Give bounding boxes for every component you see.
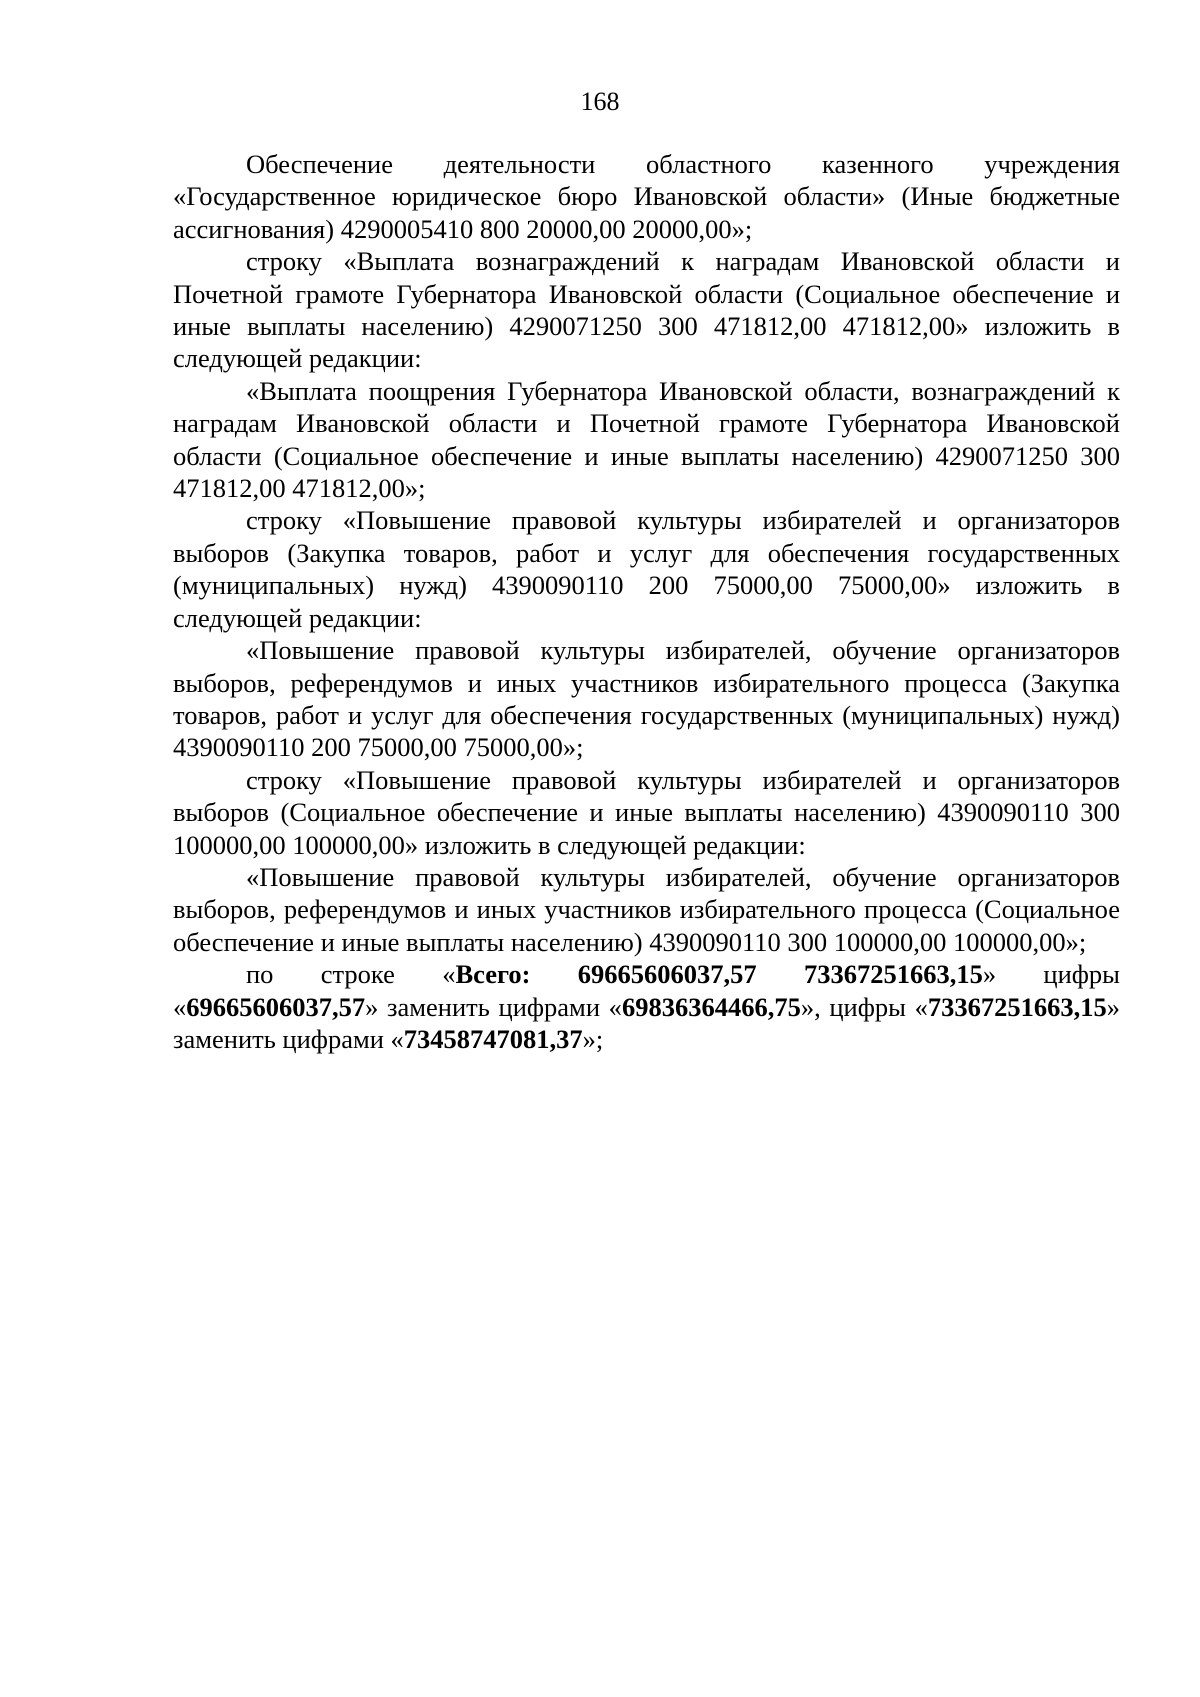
total-old-value-1: 69665606037,57 <box>186 991 366 1022</box>
total-text-3: » заменить цифрами « <box>365 991 622 1022</box>
total-new-value-1: 69836364466,75 <box>621 991 801 1022</box>
total-text-4: », цифры « <box>800 991 928 1022</box>
total-text-2: » цифры « <box>173 959 1120 1022</box>
total-label-values: Всего: 69665606037,57 73367251663,15 <box>455 959 983 990</box>
paragraph-legal-culture-social-old: строку «Повышение правовой культуры избирателей и организаторов выборов (Социальное обеспечение и иные выплаты населению) 4390090110 300 100000,00 100000,00» изложить в следующей редакции: <box>173 764 1120 860</box>
paragraph-legal-culture-procurement-old: строку «Повышение правовой культуры избирателей и организаторов выборов (Закупка товаров, работ и услуг для обеспечения государственных (муниципальных) нужд) 4390090110 200 75000,00 75000,00» изложить в следующей редакции: <box>173 505 1120 633</box>
document-body <box>173 148 1120 1055</box>
total-text-5: » заменить цифрами « <box>173 991 1120 1054</box>
total-new-value-2: 73458747081,37 <box>403 1023 583 1054</box>
paragraph-awards-new-line: «Выплата поощрения Губернатора Ивановской области, вознаграждений к наградам Ивановской области и Почетной грамоте Губернатора Ивановской области (Социальное обеспечение и иные выплаты населению) 4290071250 300 471812,00 471812,00»; <box>173 375 1120 504</box>
total-text-6: »; <box>582 1023 604 1054</box>
page-number: 168 <box>580 87 620 116</box>
paragraph-security-bureau: Обеспечение деятельности областного казенного учреждения «Государственное юридическое бюро Ивановской области» (Иные бюджетные ассигнования) 4290005410 800 20000,00 20000,00»; <box>173 149 1120 244</box>
paragraph-total-replacement <box>173 958 1120 1055</box>
paragraph-awards-old-line: строку «Выплата вознаграждений к наградам Ивановской области и Почетной грамоте Губернатора Ивановской области (Социальное обеспечение и иные выплаты населению) 4290071250 300 471812,00 471812,00» изложить в следующей редакции: <box>173 246 1120 374</box>
total-text-1: по строке « <box>246 959 456 990</box>
total-old-value-2: 73367251663,15 <box>927 991 1107 1022</box>
paragraph-legal-culture-social-new: «Повышение правовой культуры избирателей, обучение организаторов выборов, референдумов и иных участников избирательного процесса (Социальное обеспечение и иные выплаты населению) 4390090110 300 100000,00 100000,00»; <box>173 861 1120 957</box>
paragraph-legal-culture-procurement-new: «Повышение правовой культуры избирателей, обучение организаторов выборов, референдумов и иных участников избирательного процесса (Закупка товаров, работ и услуг для обеспечения государственных (муниципальных) нужд) 4390090110 200 75000,00 75000,00»; <box>173 635 1120 763</box>
